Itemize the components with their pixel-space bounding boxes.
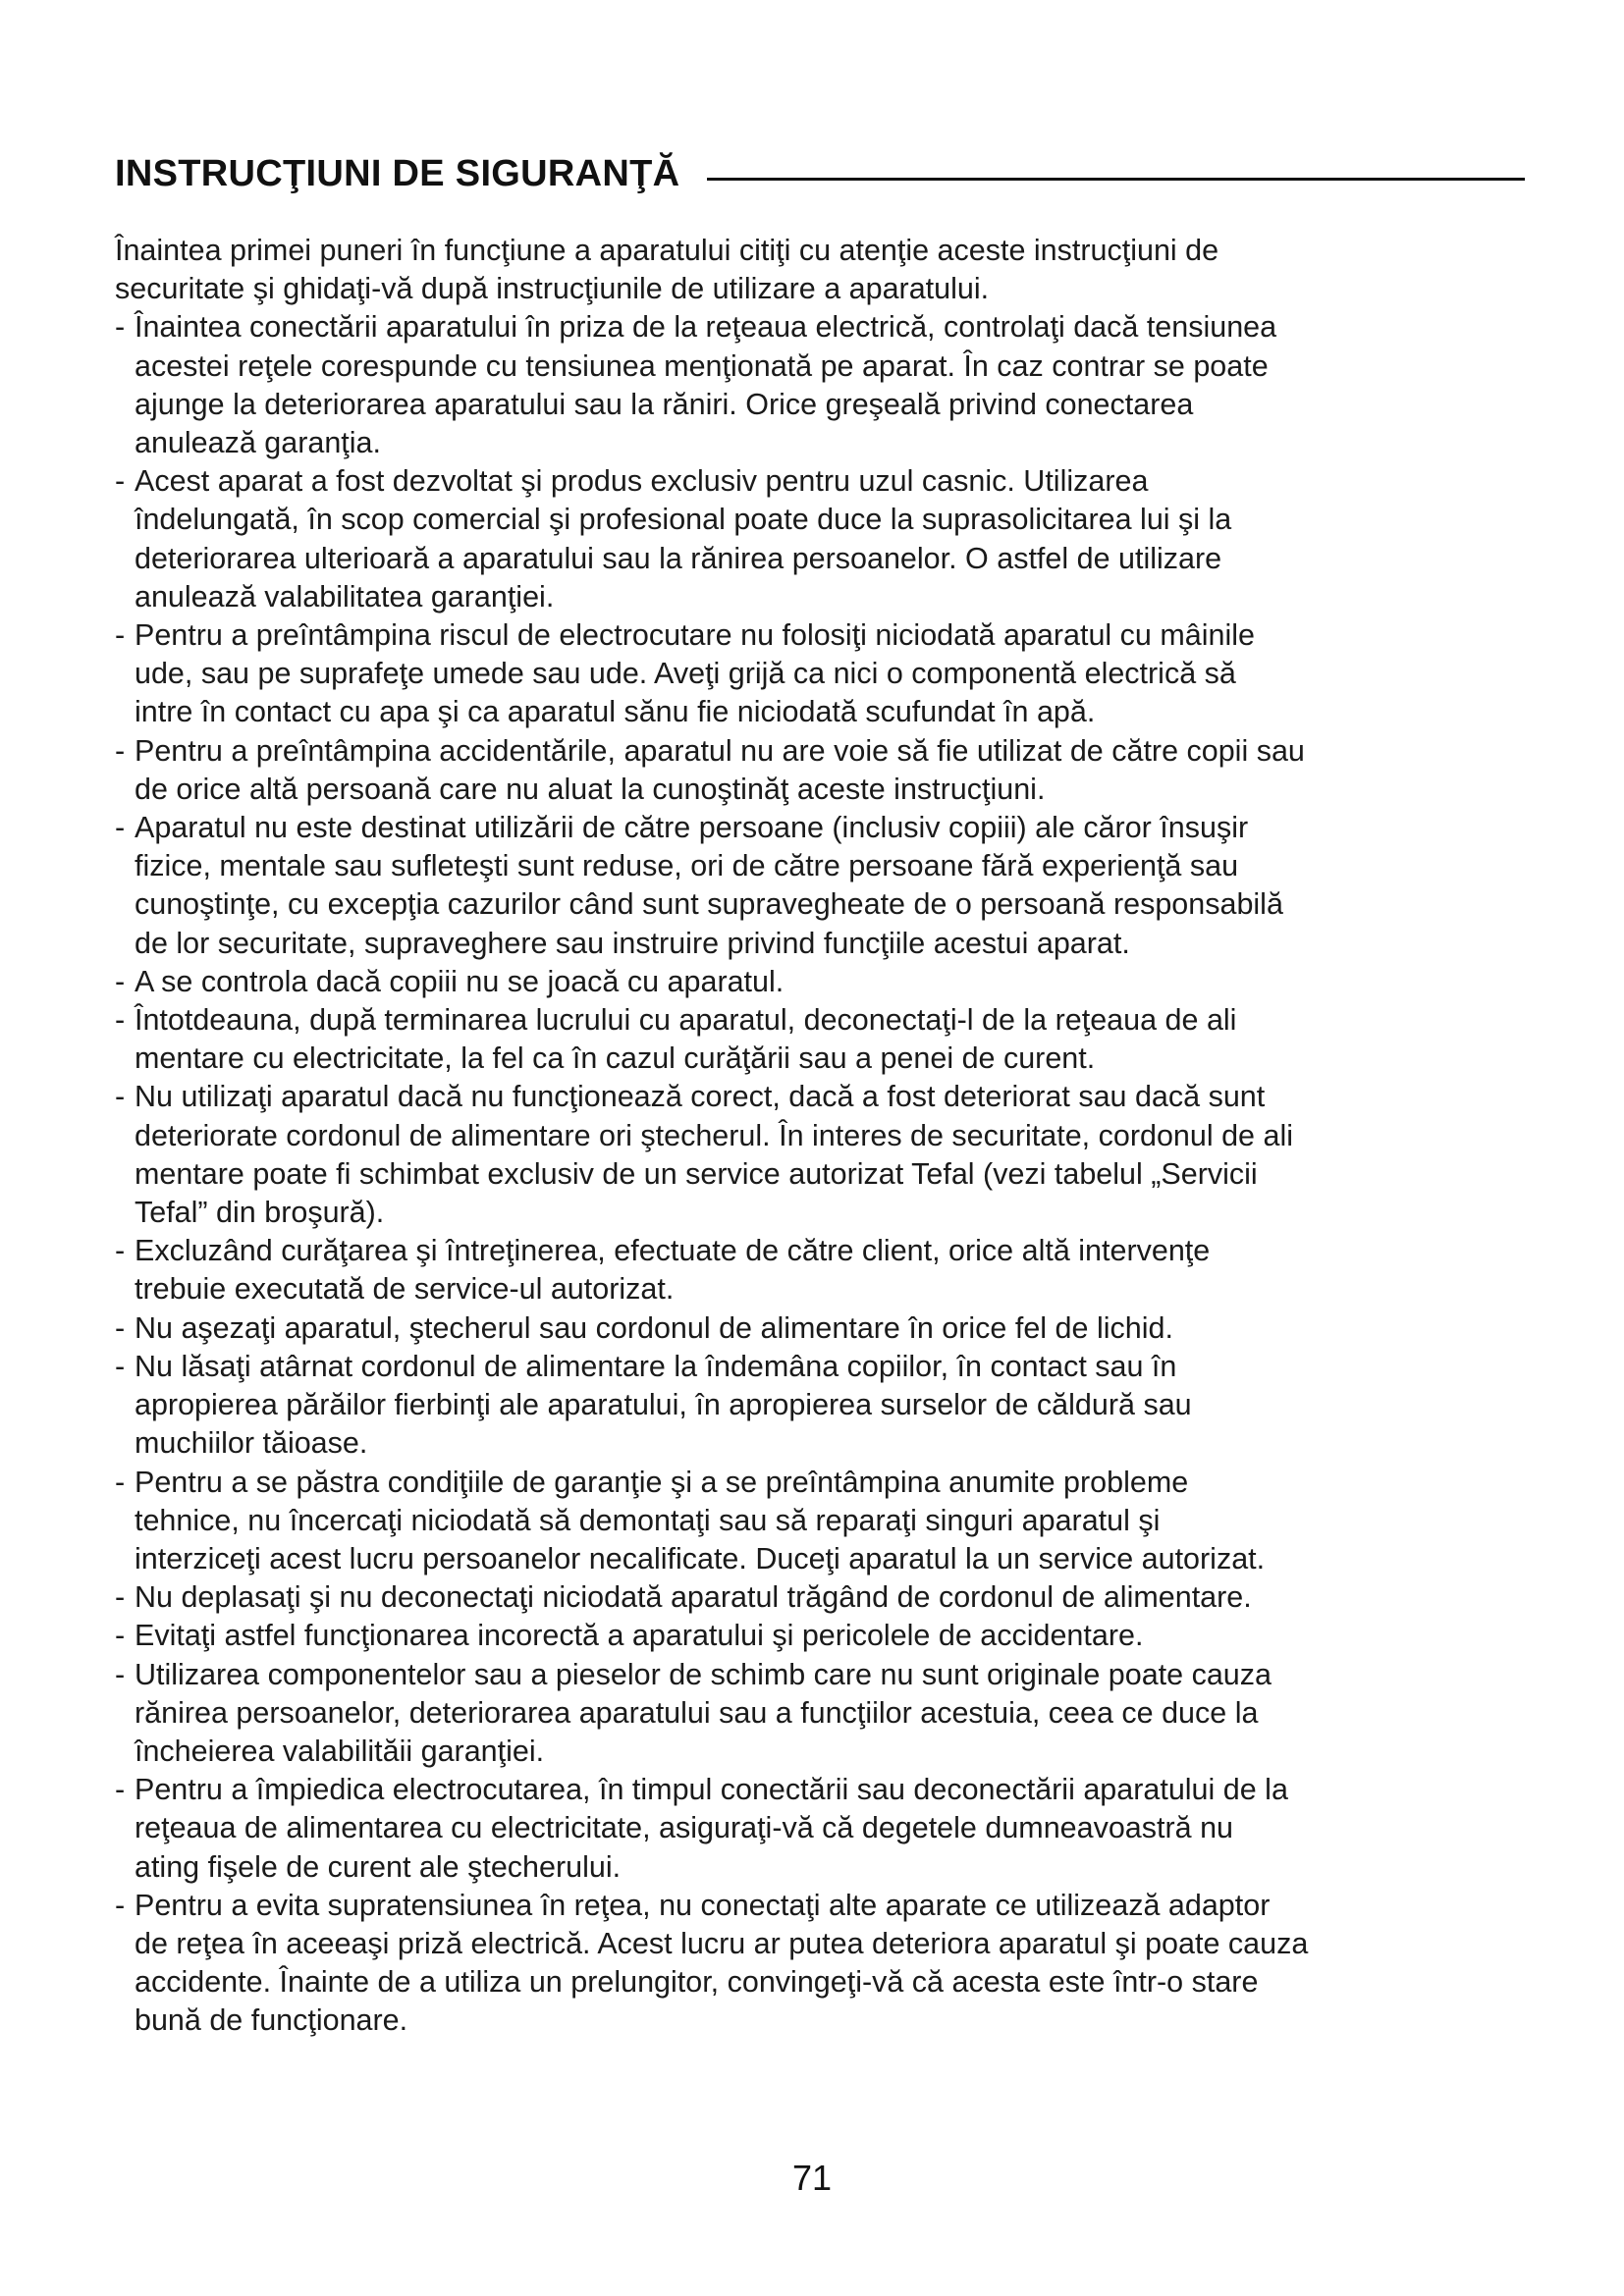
list-item (115, 1309, 1529, 1348)
item-line: Evitaţi astfel funcţionarea incorectă a aparatului şi pericolele de accidentare. (135, 1619, 1144, 1653)
item-line: Pentru a evita supratensiunea în reţea, nu conectaţi alte aparate ce utilizează adaptor (135, 1888, 1271, 1922)
item-line: apropierea părăilor fierbinţi ale aparatului, în apropierea surselor de căldură sau (135, 1388, 1192, 1422)
list-item (115, 1617, 1529, 1655)
list-item (115, 1771, 1529, 1887)
item-line: Pentru a preîntâmpina riscul de electrocutare nu folosiţi niciodată aparatul cu mâinile (135, 618, 1255, 653)
list-item (115, 1078, 1529, 1232)
bullet-dash: - (115, 1888, 126, 1922)
title-rule (707, 178, 1525, 181)
item-line: Aparatul nu este destinat utilizării de către persoane (inclusiv copiii) ale căror însuşir (135, 811, 1249, 845)
section-header (115, 147, 1525, 200)
item-line: intre în contact cu apa şi ca aparatul sănu fie niciodată scufundat în apă. (135, 695, 1096, 729)
list-item (115, 1001, 1529, 1078)
list-item (115, 1887, 1529, 2041)
list-item (115, 1232, 1529, 1308)
item-line: Acest aparat a fost dezvoltat şi produs exclusiv pentru uzul casnic. Utilizarea (135, 464, 1149, 499)
intro-line: Înaintea primei puneri în funcţiune a aparatului citiţi cu atenţie aceste instrucţiuni de (115, 234, 1219, 267)
bullet-dash: - (115, 1349, 126, 1383)
item-line: bună de funcţionare. (135, 2003, 408, 2038)
list-item (115, 308, 1529, 462)
item-line: Tefal” din broşură). (135, 1196, 385, 1230)
list-item (115, 1656, 1529, 1772)
item-line: accidente. Înainte de a utiliza un prelungitor, convingeţi-vă că acesta este într-o stare (135, 1965, 1259, 2000)
item-line: tehnice, nu încercaţi niciodată să demontaţi sau să reparaţi singuri aparatul şi (135, 1503, 1161, 1537)
list-item (115, 1464, 1529, 1579)
bullet-dash: - (115, 464, 126, 499)
item-line: Nu deplasaţi şi nu deconectaţi niciodată aparatul trăgând de cordonul de alimentare. (135, 1580, 1252, 1615)
item-line: Pentru a preîntâmpina accidentările, aparatul nu are voie să fie utilizat de către copii sau (135, 733, 1305, 768)
list-item (115, 963, 1529, 1001)
item-line: deteriorarea ulterioară a aparatului sau la rănirea persoanelor. O astfel de utilizare (135, 541, 1222, 575)
intro-paragraph (115, 232, 1529, 308)
intro-line: securitate şi ghidaţi-vă după instrucţiunile de utilizare a aparatului. (115, 272, 990, 306)
item-line: acestei reţele corespunde cu tensiunea menţionată pe aparat. În caz contrar se poate (135, 348, 1269, 383)
bullet-dash: - (115, 1080, 126, 1114)
bullet-dash: - (115, 310, 126, 345)
item-line: Întotdeauna, după terminarea lucrului cu aparatul, deconectaţi-l de la reţeaua de ali (135, 1003, 1237, 1038)
document-body (115, 232, 1529, 2041)
bullet-dash: - (115, 1657, 126, 1691)
item-line: ude, sau pe suprafeţe umede sau ude. Aveţi grijă ca nici o componentă electrică să (135, 657, 1236, 691)
item-line: rănirea persoanelor, deteriorarea aparatului sau a funcţiilor acestuia, ceea ce duce la (135, 1695, 1259, 1730)
item-line: A se controla dacă copiii nu se joacă cu aparatul. (135, 964, 785, 998)
item-line: cunoştinţe, cu excepţia cazurilor când sunt supravegheate de o persoană responsabilă (135, 887, 1283, 922)
item-line: ating fişele de curent ale ştecherului. (135, 1849, 622, 1884)
item-line: mentare poate fi schimbat exclusiv de un service autorizat Tefal (vezi tabelul „Servicii (135, 1156, 1258, 1191)
bullet-dash: - (115, 1310, 126, 1345)
bullet-dash: - (115, 1234, 126, 1268)
page-title: INSTRUCŢIUNI DE SIGURANŢĂ (115, 152, 680, 194)
page-number: 71 (791, 2158, 833, 2198)
item-line: interziceţi acest lucru persoanelor necalificate. Duceţi aparatul la un service autorizat. (135, 1541, 1266, 1575)
safety-list (115, 308, 1529, 2040)
item-line: reţeaua de alimentarea cu electricitate, asiguraţi-vă că degetele dumneavoastră nu (135, 1811, 1233, 1845)
list-item (115, 1348, 1529, 1464)
list-item (115, 732, 1529, 809)
item-line: Pentru a împiedica electrocutarea, în timpul conectării sau deconectării aparatului de la (135, 1773, 1288, 1807)
item-line: Excluzând curăţarea şi întreţinerea, efectuate de către client, orice altă intervenţe (135, 1234, 1211, 1268)
bullet-dash: - (115, 1465, 126, 1499)
bullet-dash: - (115, 964, 126, 998)
item-line: Utilizarea componentelor sau a pieselor de schimb care nu sunt originale poate cauza (135, 1657, 1272, 1691)
item-line: de reţea în aceeaşi priză electrică. Acest lucru ar putea deteriora aparatul şi poate cauza (135, 1926, 1309, 1960)
item-line: de lor securitate, supraveghere sau instruire privind funcţiile acestui aparat. (135, 926, 1130, 960)
bullet-dash: - (115, 1580, 126, 1615)
item-line: Nu lăsaţi atârnat cordonul de alimentare la îndemâna copiilor, în contact sau în (135, 1349, 1177, 1383)
item-line: fizice, mentale sau sufleteşti sunt reduse, ori de către persoane fără experienţă sau (135, 849, 1239, 883)
bullet-dash: - (115, 1003, 126, 1038)
item-line: muchiilor tăioase. (135, 1426, 368, 1461)
list-item (115, 616, 1529, 732)
bullet-dash: - (115, 811, 126, 845)
list-item (115, 462, 1529, 616)
item-line: de orice altă persoană care nu aluat la cunoştinăţ aceste instrucţiuni. (135, 772, 1046, 806)
item-line: trebuie executată de service-ul autorizat. (135, 1272, 675, 1307)
item-line: deteriorate cordonul de alimentare ori ştecherul. În interes de securitate, cordonul de ali (135, 1118, 1293, 1152)
item-line: mentare cu electricitate, la fel ca în cazul curăţării sau a penei de curent. (135, 1041, 1096, 1076)
bullet-dash: - (115, 1619, 126, 1653)
bullet-dash: - (115, 733, 126, 768)
item-line: Nu aşezaţi aparatul, ştecherul sau cordonul de alimentare în orice fel de lichid. (135, 1310, 1173, 1345)
item-line: Înaintea conectării aparatului în priza de la reţeaua electrică, controlaţi dacă tensiunea (135, 310, 1277, 345)
item-line: ajunge la deteriorarea aparatului sau la răniri. Orice greşeală privind conectarea (135, 387, 1194, 421)
item-line: încheierea valabilităii garanţiei. (135, 1734, 545, 1768)
bullet-dash: - (115, 618, 126, 653)
list-item (115, 1578, 1529, 1617)
item-line: anulează garanţia. (135, 426, 381, 460)
item-line: Pentru a se păstra condiţiile de garanţie şi a se preîntâmpina anumite probleme (135, 1465, 1189, 1499)
bullet-dash: - (115, 1773, 126, 1807)
item-line: îndelungată, în scop comercial şi profesional poate duce la suprasolicitarea lui şi la (135, 503, 1232, 537)
list-item (115, 809, 1529, 963)
item-line: anulează valabilitatea garanţiei. (135, 579, 555, 614)
item-line: Nu utilizaţi aparatul dacă nu funcţionează corect, dacă a fost deteriorat sau dacă sunt (135, 1080, 1266, 1114)
